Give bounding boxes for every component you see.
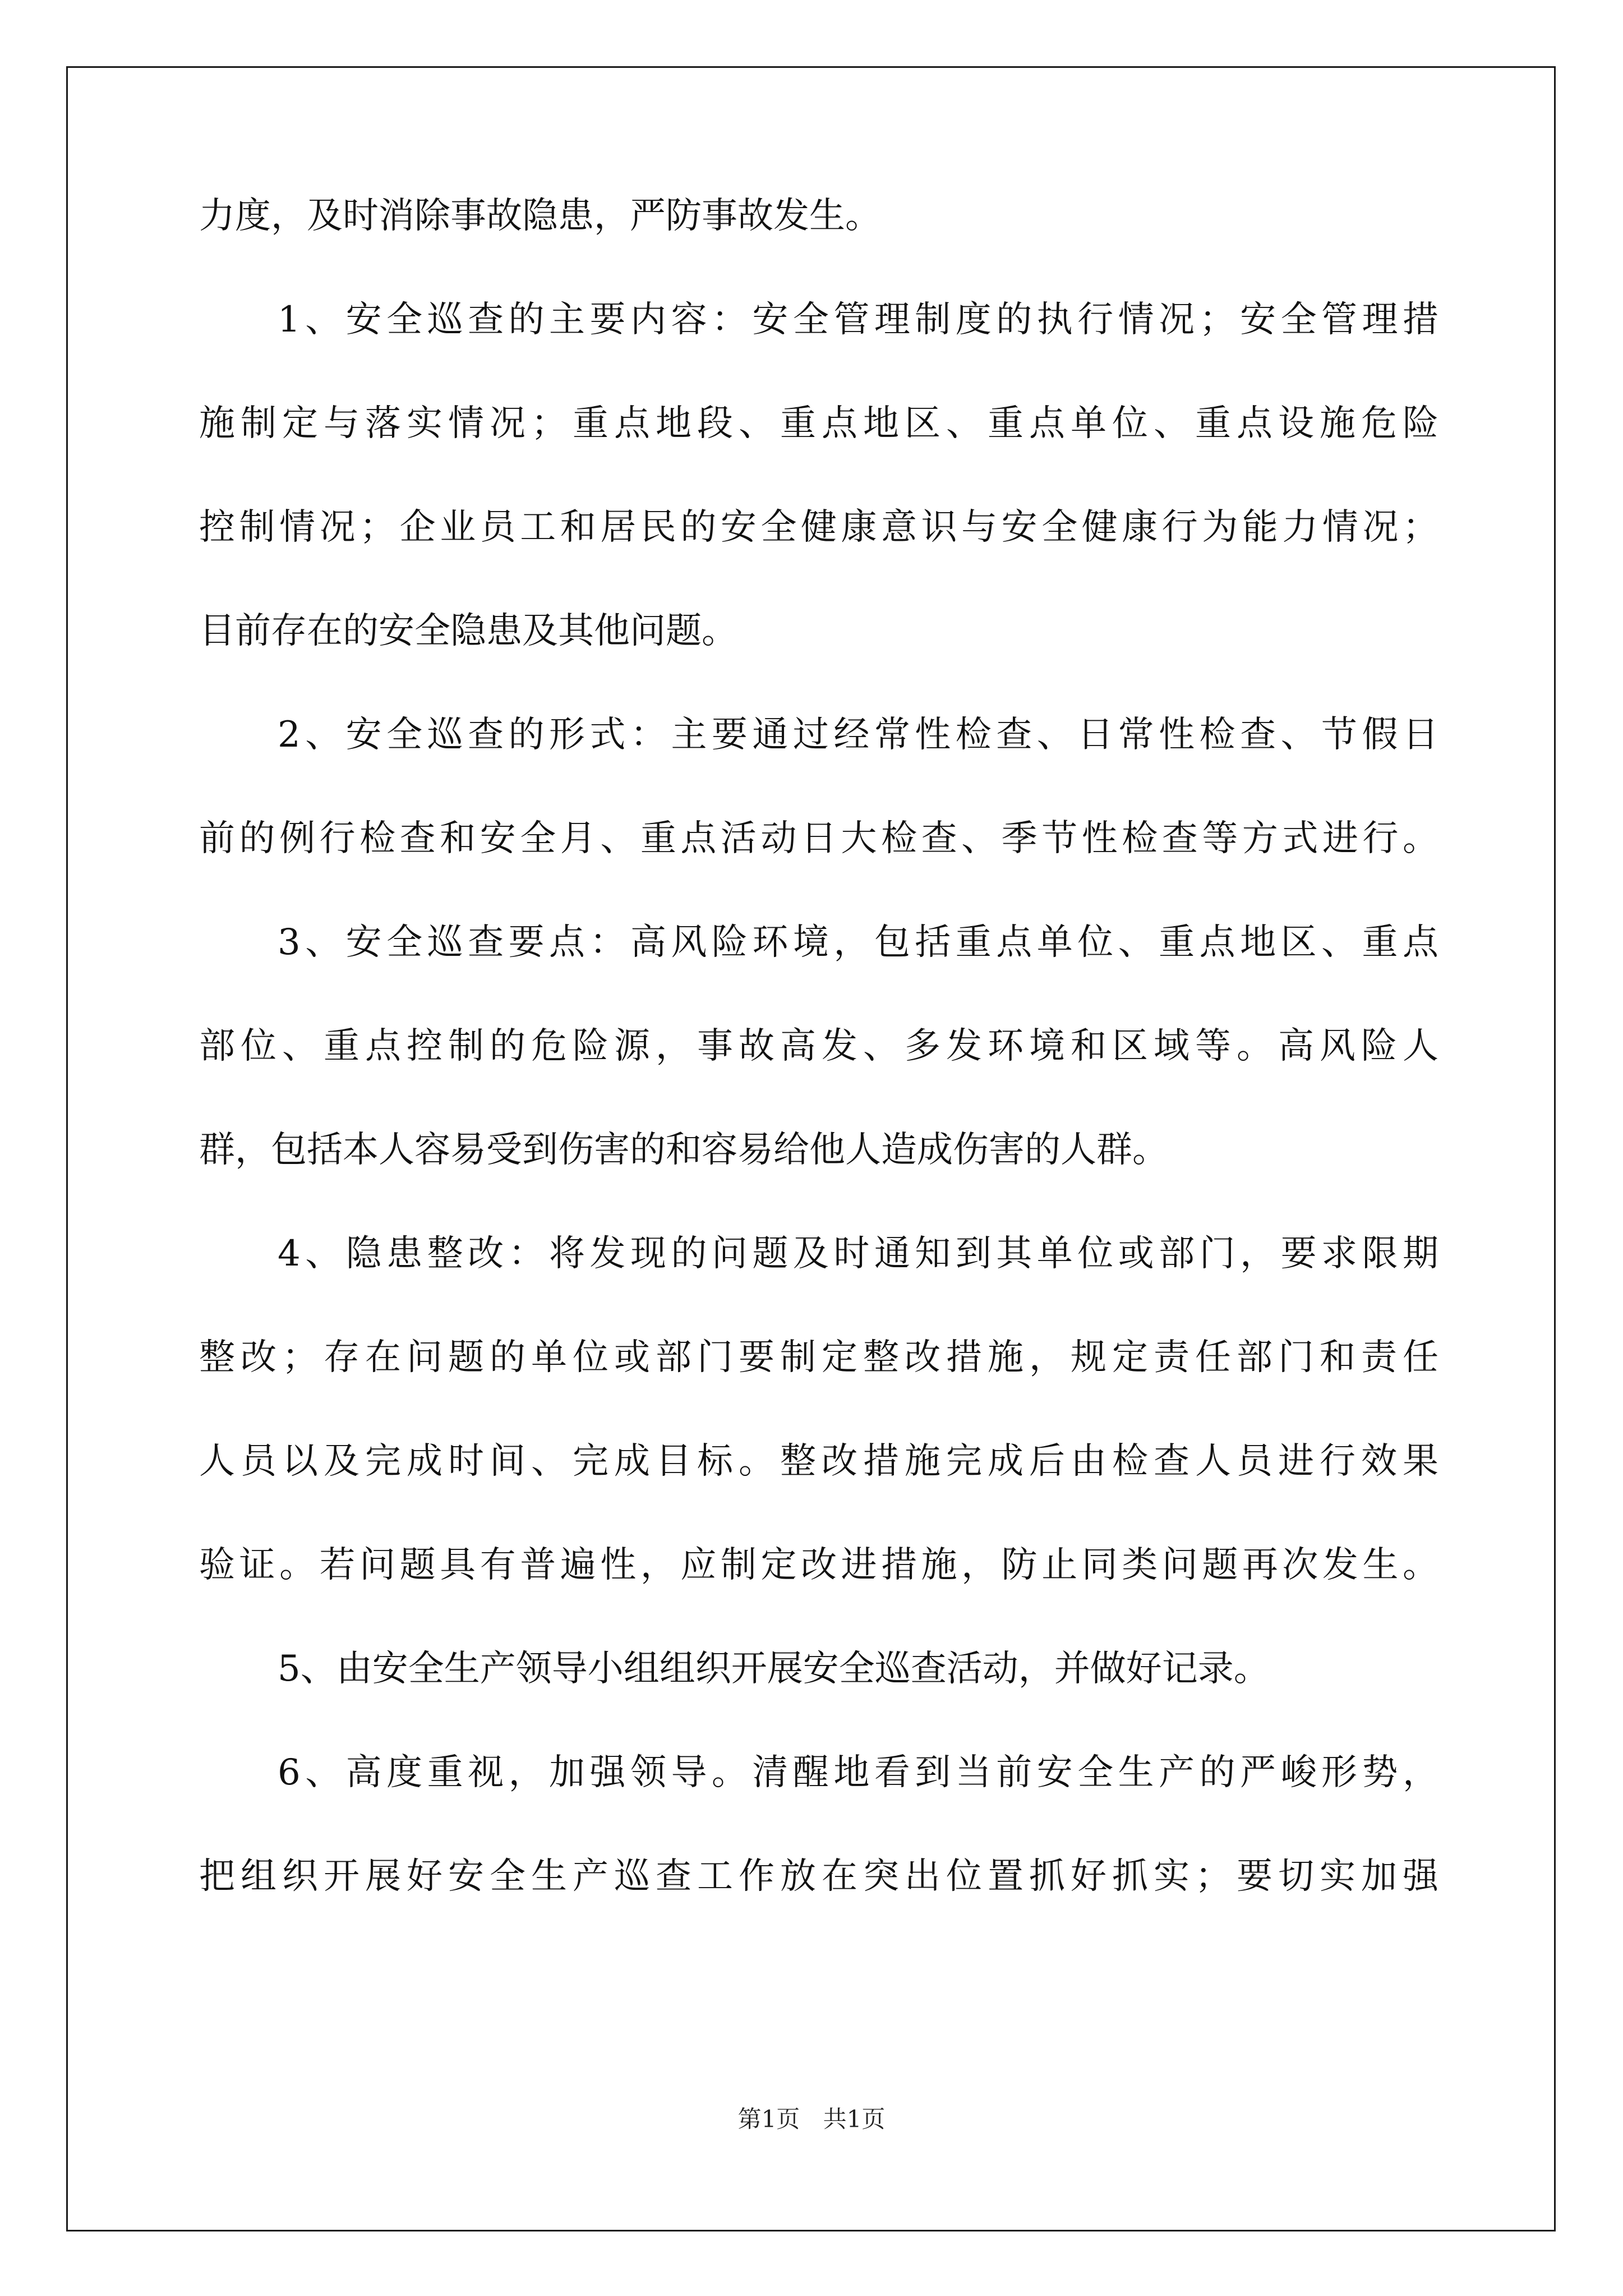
text-line: 6、高度重视，加强领导。清醒地看到当前安全生产的严峻形势， xyxy=(278,1752,1438,1793)
text-line: 施制定与落实情况；重点地段、重点地区、重点单位、重点设施危险 xyxy=(199,403,1438,444)
text-line: 力度，及时消除事故隐患，严防事故发生。 xyxy=(199,195,881,237)
text-line: 5、由安全生产领导小组组织开展安全巡查活动，并做好记录。 xyxy=(278,1648,1270,1690)
text-line: 目前存在的安全隐患及其他问题。 xyxy=(199,610,737,652)
text-line: 整改；存在问题的单位或部门要制定整改措施，规定责任部门和责任 xyxy=(199,1337,1438,1378)
text-line: 验证。若问题具有普遍性，应制定改进措施，防止同类问题再次发生。 xyxy=(199,1544,1438,1586)
text-line: 控制情况；企业员工和居民的安全健康意识与安全健康行为能力情况； xyxy=(199,507,1438,548)
text-line: 4、隐患整改：将发现的问题及时通知到其单位或部门，要求限期 xyxy=(278,1233,1438,1274)
text-line: 3、安全巡查要点：高风险环境，包括重点单位、重点地区、重点 xyxy=(278,922,1438,963)
text-line: 把组织开展好安全生产巡查工作放在突出位置抓好抓实；要切实加强 xyxy=(199,1856,1438,1897)
text-line: 2、安全巡查的形式：主要通过经常性检查、日常性检查、节假日 xyxy=(278,714,1438,756)
text-line: 前的例行检查和安全月、重点活动日大检查、季节性检查等方式进行。 xyxy=(199,818,1438,859)
page-total: 共1页 xyxy=(823,2105,886,2133)
text-line: 人员以及完成时间、完成目标。整改措施完成后由检查人员进行效果 xyxy=(199,1441,1438,1482)
text-line: 群，包括本人容易受到伤害的和容易给他人造成伤害的人群。 xyxy=(199,1129,1168,1171)
text-line: 部位、重点控制的危险源，事故高发、多发环境和区域等。高风险人 xyxy=(199,1025,1438,1067)
text-line: 1、安全巡查的主要内容：安全管理制度的执行情况；安全管理措 xyxy=(278,299,1438,341)
page-number: 第1页 xyxy=(737,2105,800,2133)
page-footer xyxy=(0,2101,1623,2134)
